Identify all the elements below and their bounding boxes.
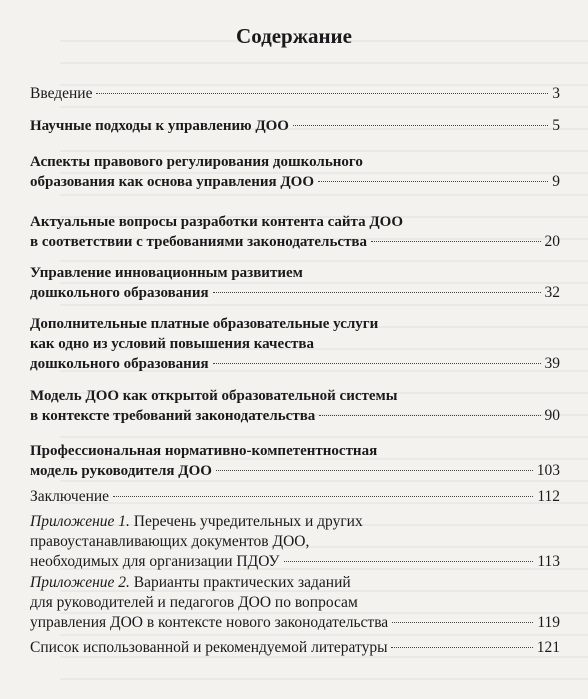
toc-entry-line	[30, 487, 560, 507]
toc-entry-text: дошкольного образования	[30, 356, 209, 372]
toc-entry-line	[30, 386, 560, 406]
toc-entry-text: необходимых для организации ПДОУ	[30, 553, 280, 570]
page-number: 113	[537, 553, 560, 570]
toc-entry-line	[30, 84, 560, 104]
toc-entry-line	[30, 638, 560, 658]
toc-entry-text: Дополнительные платные образовательные услуги	[30, 316, 379, 332]
toc-entry	[30, 487, 560, 507]
dot-leader	[216, 470, 533, 471]
toc-entry-text: в контексте требований законодательства	[30, 408, 316, 424]
toc-entry-line	[30, 613, 560, 633]
toc-entry-text: для руководителей и педагогов ДОО по вопросам	[30, 594, 358, 611]
toc-entry-line	[30, 283, 560, 303]
page-number: 39	[544, 355, 560, 372]
toc-entry-text: Варианты практических заданий	[129, 574, 351, 591]
page-number: 103	[536, 462, 560, 479]
toc-entry-text: Профессиональная нормативно-компетентностная	[30, 443, 378, 459]
page-number: 5	[552, 117, 560, 134]
toc-entry-text: как одно из условий повышения качества	[30, 336, 314, 352]
toc-entry-line	[30, 512, 560, 532]
toc-entry-line	[30, 232, 560, 252]
toc-entry-line	[30, 441, 560, 461]
toc-entry-text: Перечень учредительных и других	[129, 513, 363, 530]
toc-entry-line	[30, 334, 560, 354]
page-number: 9	[552, 173, 560, 190]
toc-entry-line	[30, 461, 560, 481]
page-number: 32	[544, 284, 560, 301]
toc-entry-line	[30, 212, 560, 232]
dot-leader	[213, 292, 541, 293]
toc-entry-text: Введение	[30, 85, 93, 102]
toc-entry-line	[30, 552, 560, 572]
toc-entry	[30, 512, 560, 572]
dot-leader	[293, 125, 548, 126]
toc-entry	[30, 441, 560, 481]
appendix-prefix: Приложение 2.	[30, 574, 130, 591]
page-number: 3	[552, 85, 560, 102]
toc-entry-text: дошкольного образования	[30, 285, 209, 301]
dot-leader	[96, 93, 548, 94]
dot-leader	[392, 622, 533, 623]
toc-entry-text: в соответствии с требованиями законодательства	[30, 234, 368, 250]
dot-leader	[318, 181, 548, 182]
toc-entry	[30, 573, 560, 633]
page-number: 20	[544, 233, 560, 250]
dot-leader	[284, 561, 534, 562]
toc-entry-line	[30, 152, 560, 172]
toc-entry-line	[30, 172, 560, 192]
page-number: 119	[537, 614, 560, 631]
toc-entry-line	[30, 406, 560, 426]
page-number: 121	[536, 639, 560, 656]
toc-entry	[30, 116, 560, 136]
toc-entry-line	[30, 593, 560, 613]
toc-entry-text: образования как основа управления ДОО	[30, 174, 315, 190]
toc-entry-text: Список использованной и рекомендуемой литературы	[30, 639, 388, 656]
toc-entry-line	[30, 116, 560, 136]
toc-entry	[30, 84, 560, 104]
dot-leader	[319, 415, 540, 416]
toc-entry-line	[30, 314, 560, 334]
toc-entry	[30, 152, 560, 192]
toc-entry-text: управления ДОО в контексте нового законодательства	[30, 614, 389, 631]
page-number: 112	[537, 488, 560, 505]
toc-entry-line	[30, 354, 560, 374]
dot-leader	[213, 363, 541, 364]
toc-entry-line	[30, 573, 560, 593]
toc-entry-text: Модель ДОО как открытой образовательной системы	[30, 388, 398, 404]
toc-entry-text: Актуальные вопросы разработки контента сайта ДОО	[30, 214, 404, 230]
toc-entry	[30, 212, 560, 252]
dot-leader	[371, 241, 540, 242]
dot-leader	[113, 496, 533, 497]
toc-entry-text: Управление инновационным развитием	[30, 265, 303, 281]
toc-entry	[30, 386, 560, 426]
toc-entry-text: правоустанавливающих документов ДОО,	[30, 533, 310, 550]
toc-entry	[30, 263, 560, 303]
toc-entry-text: модель руководителя ДОО	[30, 463, 212, 479]
toc-entry-line	[30, 263, 560, 283]
page-number: 90	[544, 407, 560, 424]
toc-entry-text: Заключение	[30, 488, 110, 505]
dot-leader	[391, 647, 532, 648]
toc-entry	[30, 314, 560, 374]
toc-entry-line	[30, 532, 560, 552]
toc-entry-text: Научные подходы к управлению ДОО	[30, 118, 289, 134]
page-title: Содержание	[236, 24, 352, 48]
appendix-prefix: Приложение 1.	[30, 513, 130, 530]
toc-entry-text: Аспекты правового регулирования дошкольного	[30, 154, 363, 170]
toc-entry	[30, 638, 560, 658]
